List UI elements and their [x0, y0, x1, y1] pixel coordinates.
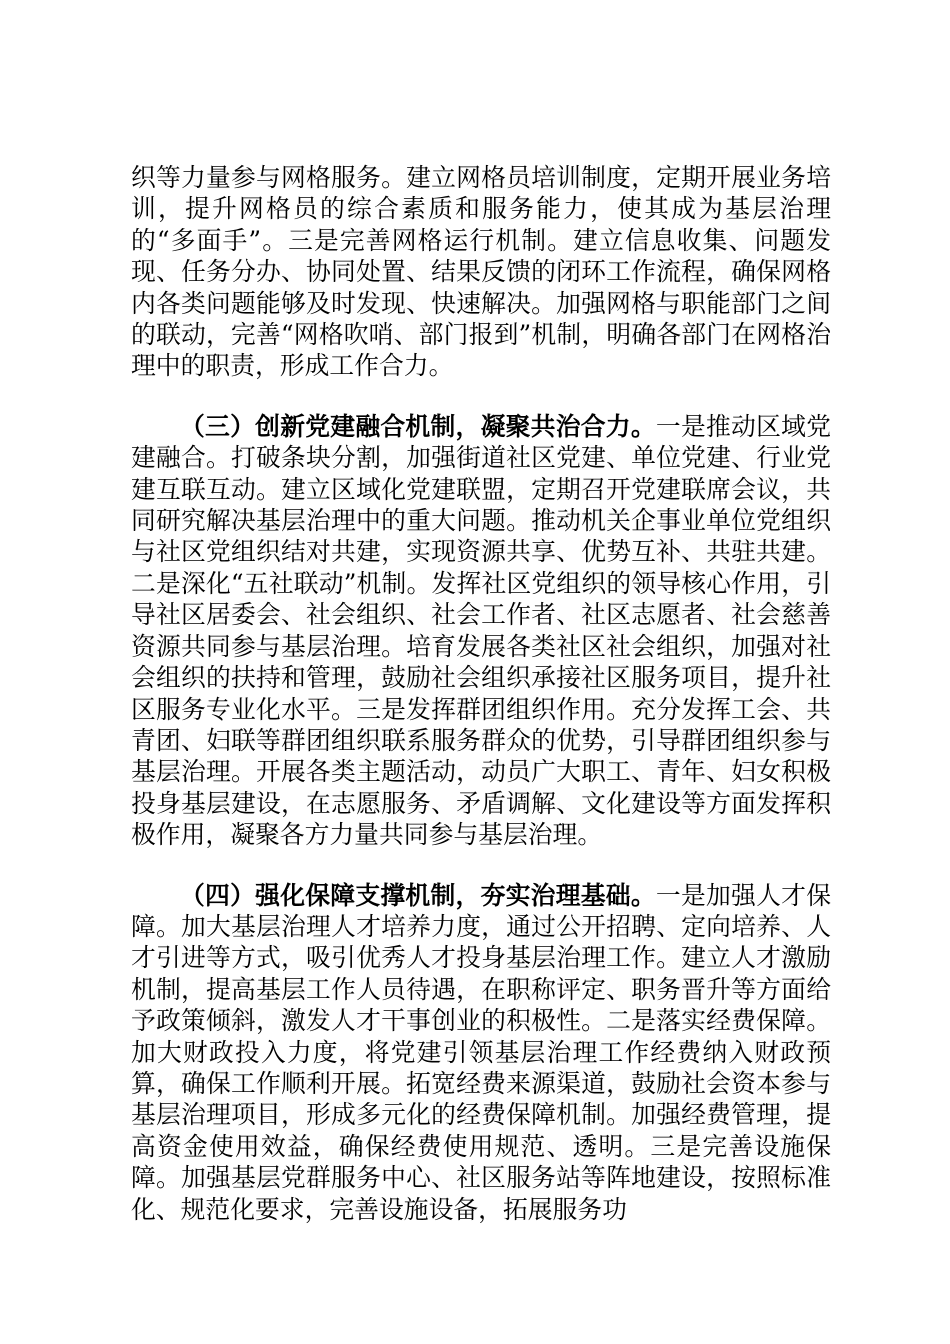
document-page: [131, 162, 831, 1225]
paragraph-body: 一是加强人才保障。加大基层治理人才培养力度，通过公开招聘、定向培养、人才引进等方式，吸引优秀人才投身基层治理工作。建立人才激励机制，提高基层工作人员待遇，在职称评定、职务晋升等方面给予政策倾斜，激发人才干事创业的积极性。二是落实经费保障。加大财政投入力度，将党建引领基层治理工作经费纳入财政预算，确保工作顺利开展。拓宽经费来源渠道，鼓励社会资本参与基层治理项目，形成多元化的经费保障机制。加强经费管理，提高资金使用效益，确保经费使用规范、透明。三是完善设施保障。加强基层党群服务中心、社区服务站等阵地建设，按照标准化、规范化要求，完善设施设备，拓展服务功: [131, 880, 831, 1224]
paragraph-support-mechanism: [131, 880, 831, 1225]
paragraph-body: 一是推动区域党建融合。打破条块分割，加强街道社区党建、单位党建、行业党建互联互动。建立区域化党建联盟，定期召开党建联席会议，共同研究解决基层治理中的重大问题。推动机关企事业单位党组织与社区党组织结对共建，实现资源共享、优势互补、共驻共建。二是深化“五社联动”机制。发挥社区党组织的领导核心作用，引导社区居委会、社会组织、社会工作者、社区志愿者、社会慈善资源共同参与基层治理。培育发展各类社区社会组织，加强对社会组织的扶持和管理，鼓励社会组织承接社区服务项目，提升社区服务专业化水平。三是发挥群团组织作用。充分发挥工会、共青团、妇联等群团组织联系服务群众的优势，引导群团组织参与基层治理。开展各类主题活动，动员广大职工、青年、妇女积极投身基层建设，在志愿服务、矛盾调解、文化建设等方面发挥积极作用，凝聚各方力量共同参与基层治理。: [131, 411, 831, 850]
paragraph-grid-service: [131, 162, 831, 382]
paragraph-body: 织等力量参与网格服务。建立网格员培训制度，定期开展业务培训，提升网格员的综合素质和服务能力，使其成为基层治理的“多面手”。三是完善网格运行机制。建立信息收集、问题发现、任务分办、协同处置、结果反馈的闭环工作流程，确保网格内各类问题能够及时发现、快速解决。加强网格与职能部门之间的联动，完善“网格吹哨、部门报到”机制，明确各部门在网格治理中的职责，形成工作合力。: [131, 163, 831, 381]
paragraph-party-building-integration: [131, 411, 831, 851]
section-heading: （三）创新党建融合机制，凝聚共治合力。: [180, 411, 656, 441]
section-heading: （四）强化保障支撑机制，夯实治理基础。: [180, 880, 656, 910]
